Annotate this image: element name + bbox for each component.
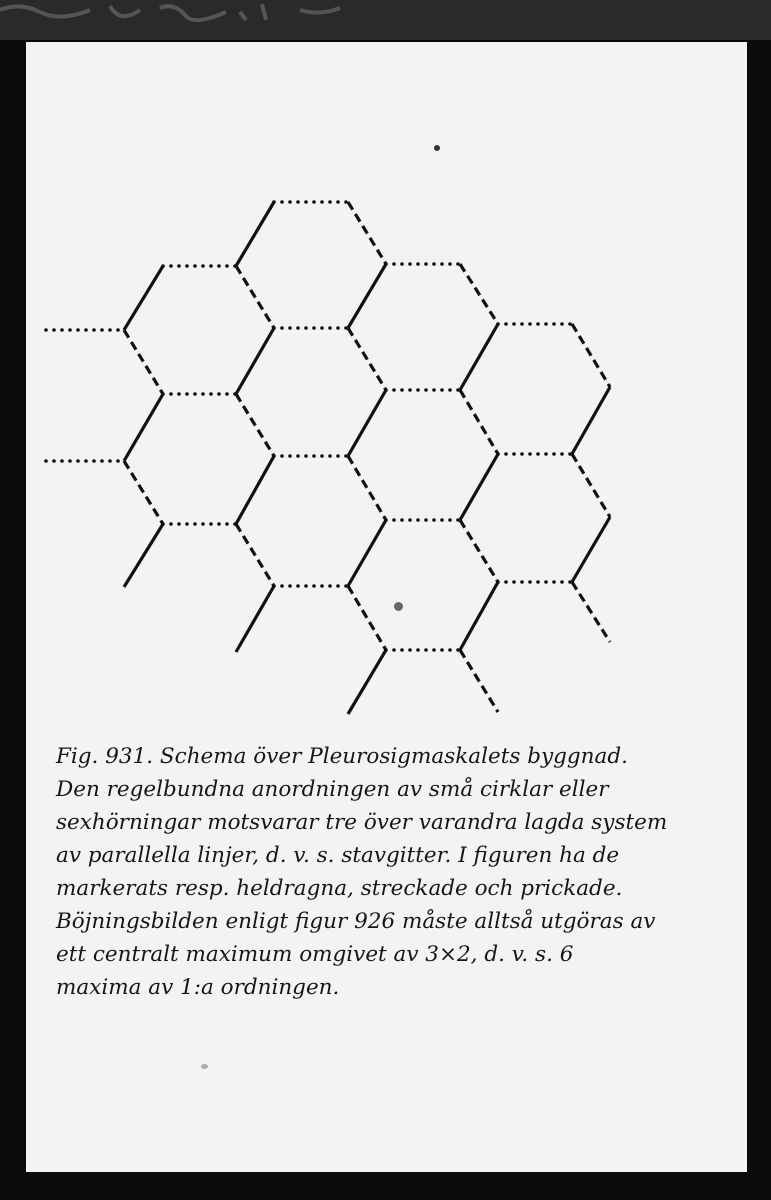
caption-line: Fig. 931. Schema över Pleurosigmaskalets byggnad.	[56, 744, 628, 769]
lattice-line-dashed	[236, 394, 274, 456]
lattice-line-dashed	[572, 582, 610, 642]
dust-speck	[394, 602, 403, 611]
lattice-line-dashed	[348, 586, 386, 650]
figure-caption	[56, 740, 706, 1004]
caption-line: Böjningsbilden enligt figur 926 måste alltså utgöras av	[56, 909, 656, 934]
lattice-line-solid	[572, 387, 610, 454]
slide-page	[26, 42, 747, 1172]
lattice-line-solid	[124, 524, 163, 587]
lattice-line-solid	[460, 582, 498, 650]
lattice-line-dashed	[460, 264, 498, 324]
caption-line: av parallella linjer, d. v. s. stavgitter. I figuren ha de	[56, 843, 620, 868]
lattice-line-dashed	[460, 390, 498, 454]
lattice-line-solid	[572, 517, 610, 582]
lattice-line-solid	[236, 202, 274, 266]
lattice-line-solid	[460, 324, 498, 390]
lattice-line-dashed	[460, 650, 498, 712]
lattice-line-solid	[124, 266, 163, 330]
caption-line: Den regelbundna anordningen av små cirklar eller	[56, 777, 609, 802]
caption-line: maxima av 1:a ordningen.	[56, 975, 340, 1000]
lattice-line-solid	[236, 586, 274, 652]
handwritten-mark	[0, 0, 360, 32]
lattice-line-solid	[236, 328, 274, 394]
lattice-line-solid	[460, 454, 498, 520]
lattice-line-solid	[348, 390, 386, 456]
lattice-line-dashed	[572, 324, 610, 387]
caption-line: markerats resp. heldragna, streckade och prickade.	[56, 876, 623, 901]
lattice-line-solid	[236, 456, 274, 524]
lattice-line-dashed	[348, 456, 386, 520]
lattice-line-dashed	[124, 330, 163, 394]
film-edge-strip	[0, 0, 771, 40]
dust-speck	[201, 1064, 208, 1069]
lattice-line-solid	[124, 394, 163, 461]
lattice-line-solid	[348, 650, 386, 714]
lattice-line-dashed	[460, 520, 498, 582]
lattice-line-dashed	[124, 461, 163, 524]
lattice-line-solid	[348, 520, 386, 586]
hexagon-lattice-diagram	[26, 42, 747, 742]
lattice-line-dashed	[348, 328, 386, 390]
lattice-line-solid	[348, 264, 386, 328]
lattice-line-dashed	[236, 524, 274, 586]
lattice-line-dashed	[572, 454, 610, 517]
caption-line: sexhörningar motsvarar tre över varandra lagda system	[56, 810, 668, 835]
caption-line: ett centralt maximum omgivet av 3×2, d. v. s. 6	[56, 942, 574, 967]
lattice-line-dashed	[348, 202, 386, 264]
dust-speck	[434, 145, 440, 151]
lattice-line-dashed	[236, 266, 274, 328]
